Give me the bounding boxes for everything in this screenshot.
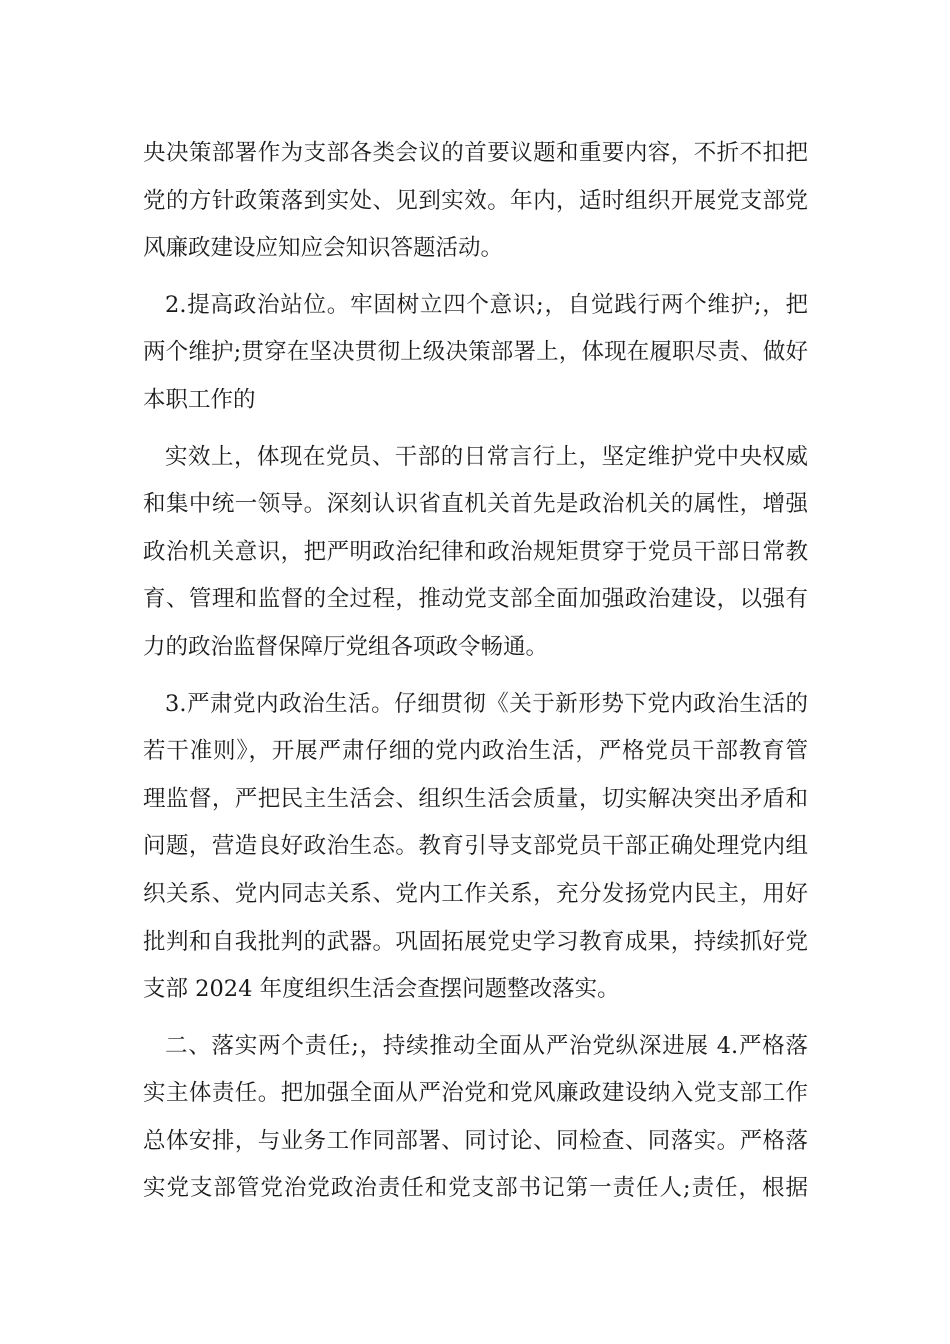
- text-line: 支部 2024 年度组织生活会查摆问题整改落实。: [143, 976, 620, 1003]
- text-line: 实效上，体现在党员、干部的日常言行上，坚定维护党中央权威: [165, 443, 808, 470]
- paragraph-5: [143, 1023, 808, 1213]
- text-line: 两个维护;贯穿在坚决贯彻上级决策部署上，体现在履职尽责、做好: [143, 339, 808, 366]
- text-line: 织关系、党内同志关系、党内工作关系，充分发扬党内民主，用好: [143, 880, 808, 907]
- text-line: 政治机关意识，把严明政治纪律和政治规矩贯穿于党员干部日常教: [143, 538, 808, 565]
- paragraph-1: [143, 130, 808, 273]
- text-line: 若干准则》，开展严肃仔细的党内政治生活，严格党员干部教育管: [143, 738, 808, 765]
- text-line: 理监督，严把民主生活会、组织生活会质量，切实解决突出矛盾和: [143, 785, 808, 812]
- document-body: [143, 130, 808, 1213]
- text-line: 央决策部署作为支部各类会议的首要议题和重要内容，不折不扣把: [143, 140, 808, 166]
- paragraph-4: [143, 681, 808, 1014]
- text-line: 风廉政建设应知应会知识答题活动。: [143, 235, 504, 262]
- text-line: 实党支部管党治党政治责任和党支部书记第一责任人;责任，根据: [143, 1175, 808, 1202]
- text-line: 二、落实两个责任;，持续推动全面从严治党纵深进展 4.严格落: [165, 1032, 808, 1059]
- text-line: 和集中统一领导。深刻认识省直机关首先是政治机关的属性，增强: [143, 491, 808, 518]
- text-line: 党的方针政策落到实处、见到实效。年内，适时组织开展党支部党: [143, 187, 808, 214]
- text-line: 3.严肃党内政治生活。仔细贯彻《关于新形势下党内政治生活的: [165, 690, 808, 717]
- text-line: 总体安排，与业务工作同部署、同讨论、同检查、同落实。严格落: [143, 1127, 808, 1154]
- text-line: 批判和自我批判的武器。巩固拓展党史学习教育成果，持续抓好党: [143, 928, 808, 955]
- text-line: 本职工作的: [143, 386, 256, 413]
- paragraph-2: [143, 282, 808, 425]
- text-line: 问题，营造良好政治生态。教育引导支部党员干部正确处理党内组: [143, 833, 808, 860]
- text-line: 力的政治监督保障厅党组各项政令畅通。: [143, 633, 549, 660]
- text-line: 2.提高政治站位。牢固树立四个意识;，自觉践行两个维护;，把: [165, 291, 808, 318]
- text-line: 育、管理和监督的全过程，推动党支部全面加强政治建设，以强有: [143, 586, 808, 613]
- text-line: 实主体责任。把加强全面从严治党和党风廉政建设纳入党支部工作: [143, 1080, 808, 1107]
- paragraph-3: [143, 434, 808, 672]
